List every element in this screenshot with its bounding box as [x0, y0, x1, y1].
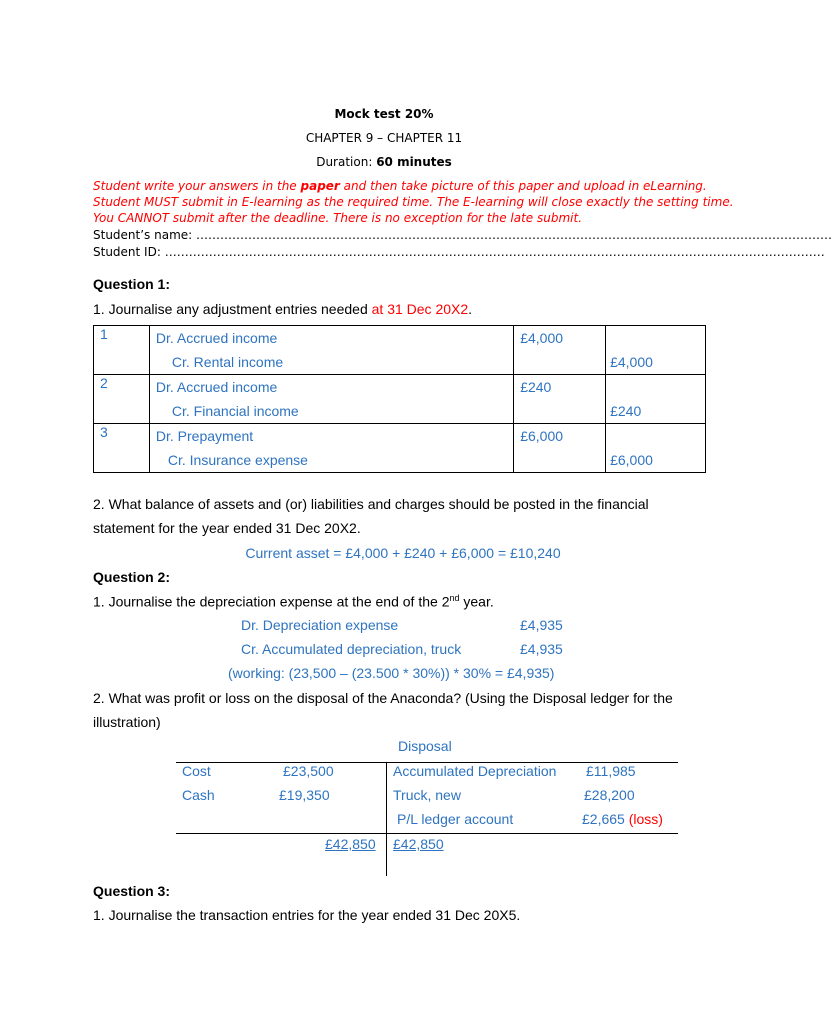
- debit-column: [514, 326, 606, 375]
- student-id-field: Student ID: …………………………………………………………………………………………………………………………………………………: [93, 245, 825, 259]
- ledger-center-rule: [386, 762, 387, 876]
- journal-row: [94, 326, 706, 375]
- credit-column: [606, 424, 706, 473]
- instruction-line-2: Student MUST submit in E-learning as the required time. The E-learning will close exactly the setting time.: [93, 195, 734, 209]
- ledger-credit-label: P/L ledger account: [397, 811, 514, 827]
- debit-column: [514, 424, 606, 473]
- student-name-field: Student’s name: ……………………………………………………………………………………………………………………………………………: [93, 228, 832, 242]
- ledger-debit-label: Cash: [182, 787, 215, 803]
- journal-row: [94, 424, 706, 473]
- chapters-line: CHAPTER 9 – CHAPTER 11: [305, 131, 463, 145]
- debit-amount: £240: [520, 379, 552, 395]
- debit-account: Dr. Accrued income: [155, 379, 278, 395]
- question-1-part-2-line-2: statement for the year ended 31 Dec 20X2.: [93, 520, 361, 536]
- instruction-emphasis: paper: [300, 179, 340, 193]
- question-1-heading: Question 1:: [93, 276, 171, 292]
- journal-table: [93, 325, 706, 473]
- debit-amount: £4,000: [520, 330, 564, 346]
- test-title: Mock test 20%: [334, 107, 434, 121]
- entry-number: 1: [94, 326, 150, 375]
- entry-accounts: [149, 424, 513, 473]
- depreciation-debit-amount: £4,935: [520, 617, 563, 633]
- ledger-credit-label: Accumulated Depreciation: [393, 763, 557, 779]
- ledger-credit-total: £42,850: [393, 836, 444, 852]
- entry-accounts: [149, 375, 513, 424]
- question-3-heading: Question 3:: [93, 883, 171, 899]
- ledger-debit-amount: £23,500: [283, 763, 334, 779]
- question-2-part-2-line-2: illustration): [93, 714, 161, 730]
- entry-number: 2: [94, 375, 150, 424]
- question-2-heading: Question 2:: [93, 569, 171, 585]
- ledger-debit-label: Cost: [182, 763, 211, 779]
- credit-account: Cr. Rental income: [171, 354, 284, 370]
- ledger-credit-amount: £11,985: [586, 763, 636, 779]
- ledger-credit-amount: £2,665 (loss): [582, 811, 663, 827]
- journal-row: [94, 375, 706, 424]
- credit-amount: £6,000: [610, 452, 653, 468]
- entry-accounts: [149, 326, 513, 375]
- ledger-title: Disposal: [398, 738, 452, 754]
- ledger-credit-label: Truck, new: [393, 787, 461, 803]
- loss-note: (loss): [628, 811, 663, 827]
- question-1-answer: Current asset = £4,000 + £240 + £6,000 = £10,240: [245, 545, 561, 561]
- debit-account: Dr. Accrued income: [155, 330, 278, 346]
- credit-column: [606, 326, 706, 375]
- credit-amount: £4,000: [610, 354, 653, 370]
- debit-amount: £6,000: [520, 428, 564, 444]
- ledger-debit-amount: £19,350: [279, 787, 330, 803]
- ledger-credit-amount: £28,200: [584, 787, 635, 803]
- credit-amount: £240: [610, 403, 642, 419]
- question-1-part-2-line-1: 2. What balance of assets and (or) liabilities and charges should be posted in the financial: [93, 496, 649, 512]
- debit-column: [514, 375, 606, 424]
- depreciation-working: (working: (23,500 – (23.500 * 30%)) * 30% = £4,935): [228, 665, 555, 681]
- depreciation-debit-label: Dr. Depreciation expense: [241, 617, 399, 633]
- question-3-part-1: 1. Journalise the transaction entries for the year ended 31 Dec 20X5.: [93, 907, 521, 923]
- question-2-part-2-line-1: 2. What was profit or loss on the disposal of the Anaconda? (Using the Disposal ledger for the: [93, 690, 673, 706]
- credit-account: Cr. Insurance expense: [167, 452, 308, 468]
- depreciation-credit-label: Cr. Accumulated depreciation, truck: [241, 641, 462, 657]
- instruction-line-3: You CANNOT submit after the deadline. There is no exception for the late submit.: [93, 211, 583, 225]
- credit-column: [606, 375, 706, 424]
- credit-account: Cr. Financial income: [171, 403, 299, 419]
- ledger-total-rule: [176, 833, 678, 834]
- instruction-line-1: Student write your answers in the paper and then take picture of this paper and upload in eLearning.: [93, 179, 707, 193]
- debit-account: Dr. Prepayment: [155, 428, 254, 444]
- ledger-debit-total: £42,850: [325, 836, 376, 852]
- entry-number: 3: [94, 424, 150, 473]
- question-2-part-1: 1. Journalise the depreciation expense at the end of the 2nd year.: [93, 593, 494, 610]
- duration-line: Duration: 60 minutes: [316, 155, 452, 169]
- depreciation-credit-amount: £4,935: [520, 641, 563, 657]
- question-1-part-1: 1. Journalise any adjustment entries needed at 31 Dec 20X2.: [93, 301, 473, 317]
